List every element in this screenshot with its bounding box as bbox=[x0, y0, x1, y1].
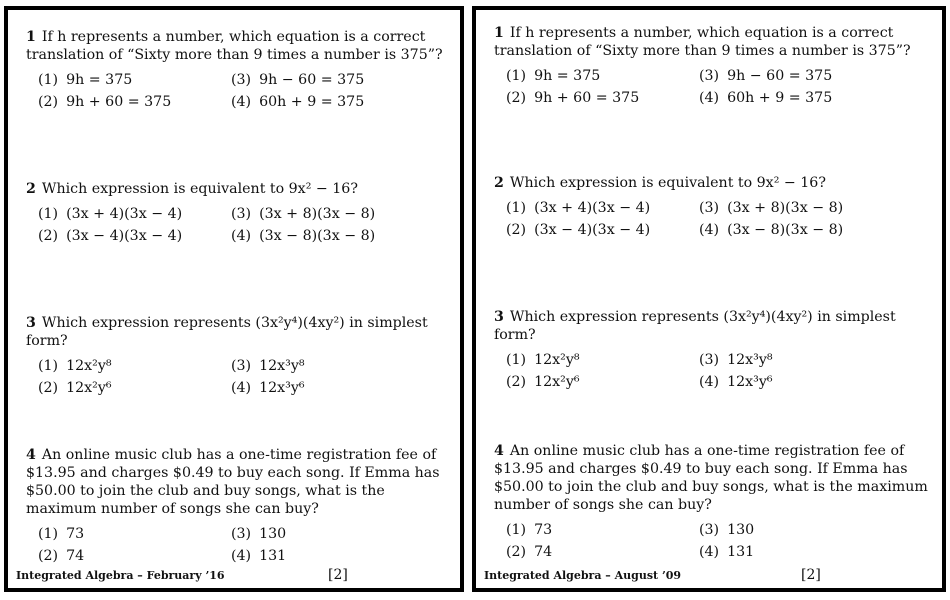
option-label: (1) bbox=[506, 352, 527, 368]
question-1 bbox=[26, 28, 448, 119]
option-label: (4) bbox=[231, 228, 252, 244]
option-text: 73 bbox=[534, 522, 553, 538]
option-text: (3x − 4)(3x − 4) bbox=[534, 222, 651, 238]
option-text: 9h = 375 bbox=[66, 72, 133, 88]
answer-option[interactable] bbox=[38, 525, 84, 543]
question-text: Which expression represents (3x²y⁴)(4xy²) in simplest form? bbox=[494, 309, 896, 343]
question-stem bbox=[26, 180, 448, 198]
option-label: (3) bbox=[231, 358, 252, 374]
option-label: (1) bbox=[506, 522, 527, 538]
question-3 bbox=[494, 308, 930, 399]
question-number: 1 bbox=[494, 25, 504, 41]
question-2 bbox=[494, 174, 930, 247]
answer-option[interactable] bbox=[699, 351, 773, 369]
answer-option[interactable] bbox=[231, 227, 375, 245]
question-4 bbox=[26, 446, 448, 573]
option-label: (3) bbox=[699, 352, 720, 368]
answer-option[interactable] bbox=[231, 547, 286, 565]
question-stem bbox=[26, 314, 448, 350]
option-text: (3x − 8)(3x − 8) bbox=[727, 222, 844, 238]
option-label: (2) bbox=[506, 222, 527, 238]
option-label: (1) bbox=[38, 358, 59, 374]
option-text: (3x − 8)(3x − 8) bbox=[259, 228, 376, 244]
answer-option[interactable] bbox=[38, 357, 112, 375]
option-text: 60h + 9 = 375 bbox=[727, 90, 833, 106]
question-number: 3 bbox=[494, 309, 504, 325]
option-text: 12x³y⁶ bbox=[727, 374, 773, 390]
option-text: (3x + 8)(3x − 8) bbox=[259, 206, 376, 222]
option-label: (1) bbox=[506, 68, 527, 84]
answer-option[interactable] bbox=[38, 379, 112, 397]
option-label: (2) bbox=[506, 544, 527, 560]
option-label: (4) bbox=[231, 380, 252, 396]
answer-options bbox=[26, 525, 448, 573]
option-text: 12x²y⁸ bbox=[534, 352, 580, 368]
option-text: 9h − 60 = 375 bbox=[259, 72, 365, 88]
question-stem bbox=[494, 174, 930, 192]
exam-page-right bbox=[472, 6, 946, 592]
question-stem bbox=[26, 28, 448, 64]
question-3 bbox=[26, 314, 448, 405]
option-label: (1) bbox=[506, 200, 527, 216]
option-label: (1) bbox=[38, 206, 59, 222]
answer-option[interactable] bbox=[231, 525, 286, 543]
question-number: 2 bbox=[26, 181, 36, 197]
option-text: 74 bbox=[66, 548, 85, 564]
option-text: 9h = 375 bbox=[534, 68, 601, 84]
option-text: 130 bbox=[259, 526, 287, 542]
exam-page-left bbox=[4, 6, 464, 592]
option-text: 12x²y⁶ bbox=[66, 380, 112, 396]
answer-option[interactable] bbox=[38, 227, 182, 245]
option-text: (3x + 4)(3x − 4) bbox=[534, 200, 651, 216]
answer-option[interactable] bbox=[506, 373, 580, 391]
option-text: 73 bbox=[66, 526, 85, 542]
option-label: (4) bbox=[231, 548, 252, 564]
option-label: (4) bbox=[699, 90, 720, 106]
question-stem bbox=[494, 442, 930, 514]
option-label: (2) bbox=[506, 90, 527, 106]
option-label: (4) bbox=[699, 222, 720, 238]
option-text: (3x + 4)(3x − 4) bbox=[66, 206, 183, 222]
answer-option[interactable] bbox=[506, 521, 552, 539]
question-text: Which expression is equivalent to 9x² − 16? bbox=[509, 175, 826, 191]
answer-option[interactable] bbox=[231, 93, 364, 111]
option-label: (4) bbox=[699, 544, 720, 560]
answer-option[interactable] bbox=[506, 67, 600, 85]
answer-options bbox=[26, 357, 448, 405]
option-label: (2) bbox=[38, 548, 59, 564]
question-stem bbox=[494, 24, 930, 60]
answer-option[interactable] bbox=[699, 221, 843, 239]
answer-options bbox=[494, 521, 930, 569]
page-number: [2] bbox=[801, 567, 821, 583]
option-label: (4) bbox=[699, 374, 720, 390]
answer-option[interactable] bbox=[231, 71, 364, 89]
answer-option[interactable] bbox=[699, 543, 754, 561]
question-1 bbox=[494, 24, 930, 115]
answer-option[interactable] bbox=[506, 89, 639, 107]
question-text: Which expression is equivalent to 9x² − 16? bbox=[41, 181, 358, 197]
answer-option[interactable] bbox=[506, 351, 580, 369]
option-label: (3) bbox=[231, 206, 252, 222]
option-text: 12x³y⁶ bbox=[259, 380, 305, 396]
question-number: 3 bbox=[26, 315, 36, 331]
answer-options bbox=[26, 205, 448, 253]
option-text: 131 bbox=[259, 548, 287, 564]
answer-options bbox=[494, 199, 930, 247]
option-label: (1) bbox=[38, 72, 59, 88]
option-label: (2) bbox=[38, 94, 59, 110]
option-label: (3) bbox=[699, 522, 720, 538]
option-label: (1) bbox=[38, 526, 59, 542]
option-text: 131 bbox=[727, 544, 755, 560]
option-text: 9h + 60 = 375 bbox=[534, 90, 640, 106]
question-text: If h represents a number, which equation is a correct translation of “Sixty more than 9 times a number is 375”? bbox=[494, 25, 911, 59]
option-text: 9h − 60 = 375 bbox=[727, 68, 833, 84]
answer-option[interactable] bbox=[699, 373, 773, 391]
answer-option[interactable] bbox=[231, 379, 305, 397]
answer-option[interactable] bbox=[38, 71, 132, 89]
answer-option[interactable] bbox=[699, 199, 843, 217]
option-text: (3x + 8)(3x − 8) bbox=[727, 200, 844, 216]
option-text: 12x³y⁸ bbox=[727, 352, 773, 368]
answer-option[interactable] bbox=[38, 93, 171, 111]
option-text: 74 bbox=[534, 544, 553, 560]
option-label: (2) bbox=[38, 380, 59, 396]
question-number: 4 bbox=[26, 447, 36, 463]
answer-option[interactable] bbox=[38, 547, 84, 565]
option-text: 9h + 60 = 375 bbox=[66, 94, 172, 110]
answer-option[interactable] bbox=[38, 205, 182, 223]
exam-footer-title: Integrated Algebra – February ’16 bbox=[16, 569, 225, 582]
question-stem bbox=[26, 446, 448, 518]
page-number: [2] bbox=[328, 567, 348, 583]
question-text: An online music club has a one-time registration fee of $13.95 and charges $0.49 to buy each song. If Emma has $50.00 to join the club and buy songs, what is the maximum number of songs she can buy? bbox=[494, 443, 928, 513]
question-number: 1 bbox=[26, 29, 36, 45]
option-text: 12x²y⁸ bbox=[66, 358, 112, 374]
answer-option[interactable] bbox=[231, 357, 305, 375]
question-number: 4 bbox=[494, 443, 504, 459]
option-label: (3) bbox=[699, 68, 720, 84]
question-4 bbox=[494, 442, 930, 569]
option-label: (2) bbox=[38, 228, 59, 244]
exam-footer-title: Integrated Algebra – August ’09 bbox=[484, 569, 682, 582]
question-text: Which expression represents (3x²y⁴)(4xy²) in simplest form? bbox=[26, 315, 428, 349]
question-text: An online music club has a one-time registration fee of $13.95 and charges $0.49 to buy each song. If Emma has $50.00 to join the club and buy songs, what is the maximum number of songs she can buy? bbox=[26, 447, 440, 517]
answer-options bbox=[26, 71, 448, 119]
answer-option[interactable] bbox=[699, 521, 754, 539]
option-text: 60h + 9 = 375 bbox=[259, 94, 365, 110]
question-number: 2 bbox=[494, 175, 504, 191]
option-text: 12x³y⁸ bbox=[259, 358, 305, 374]
answer-options bbox=[494, 67, 930, 115]
answer-option[interactable] bbox=[506, 221, 650, 239]
answer-option[interactable] bbox=[231, 205, 375, 223]
option-label: (3) bbox=[699, 200, 720, 216]
question-stem bbox=[494, 308, 930, 344]
answer-option[interactable] bbox=[506, 543, 552, 561]
answer-option[interactable] bbox=[699, 89, 832, 107]
option-label: (3) bbox=[231, 526, 252, 542]
option-text: (3x − 4)(3x − 4) bbox=[66, 228, 183, 244]
option-text: 12x²y⁶ bbox=[534, 374, 580, 390]
option-text: 130 bbox=[727, 522, 755, 538]
option-label: (3) bbox=[231, 72, 252, 88]
option-label: (4) bbox=[231, 94, 252, 110]
answer-option[interactable] bbox=[699, 67, 832, 85]
question-text: If h represents a number, which equation is a correct translation of “Sixty more than 9 times a number is 375”? bbox=[26, 29, 443, 63]
answer-options bbox=[494, 351, 930, 399]
question-2 bbox=[26, 180, 448, 253]
answer-option[interactable] bbox=[506, 199, 650, 217]
option-label: (2) bbox=[506, 374, 527, 390]
